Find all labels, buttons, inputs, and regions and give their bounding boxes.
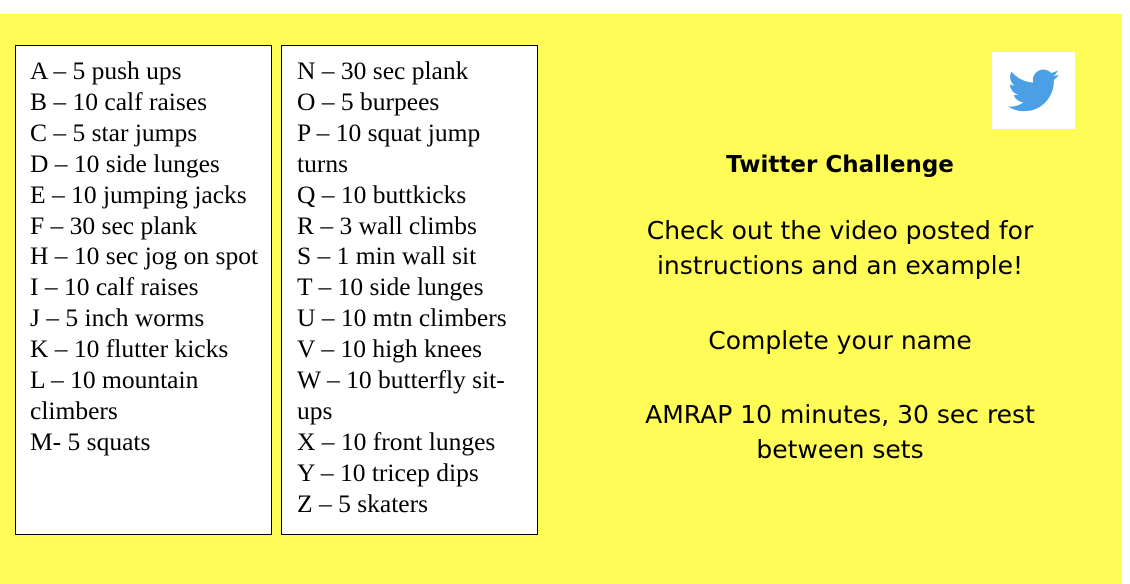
challenge-slide — [0, 14, 1122, 584]
exercise-item-b: B – 10 calf raises — [30, 86, 208, 116]
challenge-workout: AMRAP 10 minutes, 30 sec rest between sets — [645, 400, 1035, 464]
exercise-item-o: O – 5 burpees — [297, 86, 440, 116]
exercise-item-y: Y – 10 tricep dips — [297, 457, 479, 487]
exercise-item-c: C – 5 star jumps — [30, 117, 198, 147]
challenge-title: Twitter Challenge — [726, 152, 954, 178]
exercise-item-j: J – 5 inch worms — [30, 303, 205, 333]
exercise-item-u: U – 10 mtn climbers — [297, 303, 507, 333]
exercise-item-s: S – 1 min wall sit — [297, 241, 477, 271]
challenge-text — [640, 150, 1040, 507]
twitter-logo-tile — [992, 52, 1075, 129]
challenge-instructions: Check out the video posted for instructions and an example! — [646, 216, 1034, 280]
exercise-item-k: K – 10 flutter kicks — [30, 334, 229, 364]
exercise-item-v: V – 10 high knees — [297, 334, 483, 364]
exercise-list-a-to-m — [15, 45, 272, 535]
exercise-item-f: F – 30 sec plank — [30, 210, 198, 240]
exercise-item-q: Q – 10 buttkicks — [297, 179, 467, 209]
exercise-item-a: A – 5 push ups — [30, 56, 182, 85]
exercise-item-l: L – 10 mountain climbers — [30, 365, 199, 425]
challenge-task: Complete your name — [708, 326, 972, 355]
exercise-item-w: W – 10 butterfly sit-ups — [297, 365, 505, 425]
exercise-item-z: Z – 5 skaters — [297, 488, 429, 518]
exercise-item-n: N – 30 sec plank — [297, 56, 469, 85]
exercise-list-n-to-z — [281, 45, 538, 535]
exercise-item-h: H – 10 sec jog on spot — [30, 241, 259, 271]
exercise-item-e: E – 10 jumping jacks — [30, 179, 247, 209]
exercise-item-t: T – 10 side lunges — [297, 272, 484, 302]
twitter-bird-icon — [1008, 69, 1060, 113]
exercise-item-i: I – 10 calf raises — [30, 272, 199, 302]
exercise-item-r: R – 3 wall climbs — [297, 210, 477, 240]
exercise-item-m: M- 5 squats — [30, 426, 151, 456]
exercise-item-x: X – 10 front lunges — [297, 426, 496, 456]
exercise-item-d: D – 10 side lunges — [30, 148, 220, 178]
exercise-item-p: P – 10 squat jump turns — [297, 117, 481, 178]
